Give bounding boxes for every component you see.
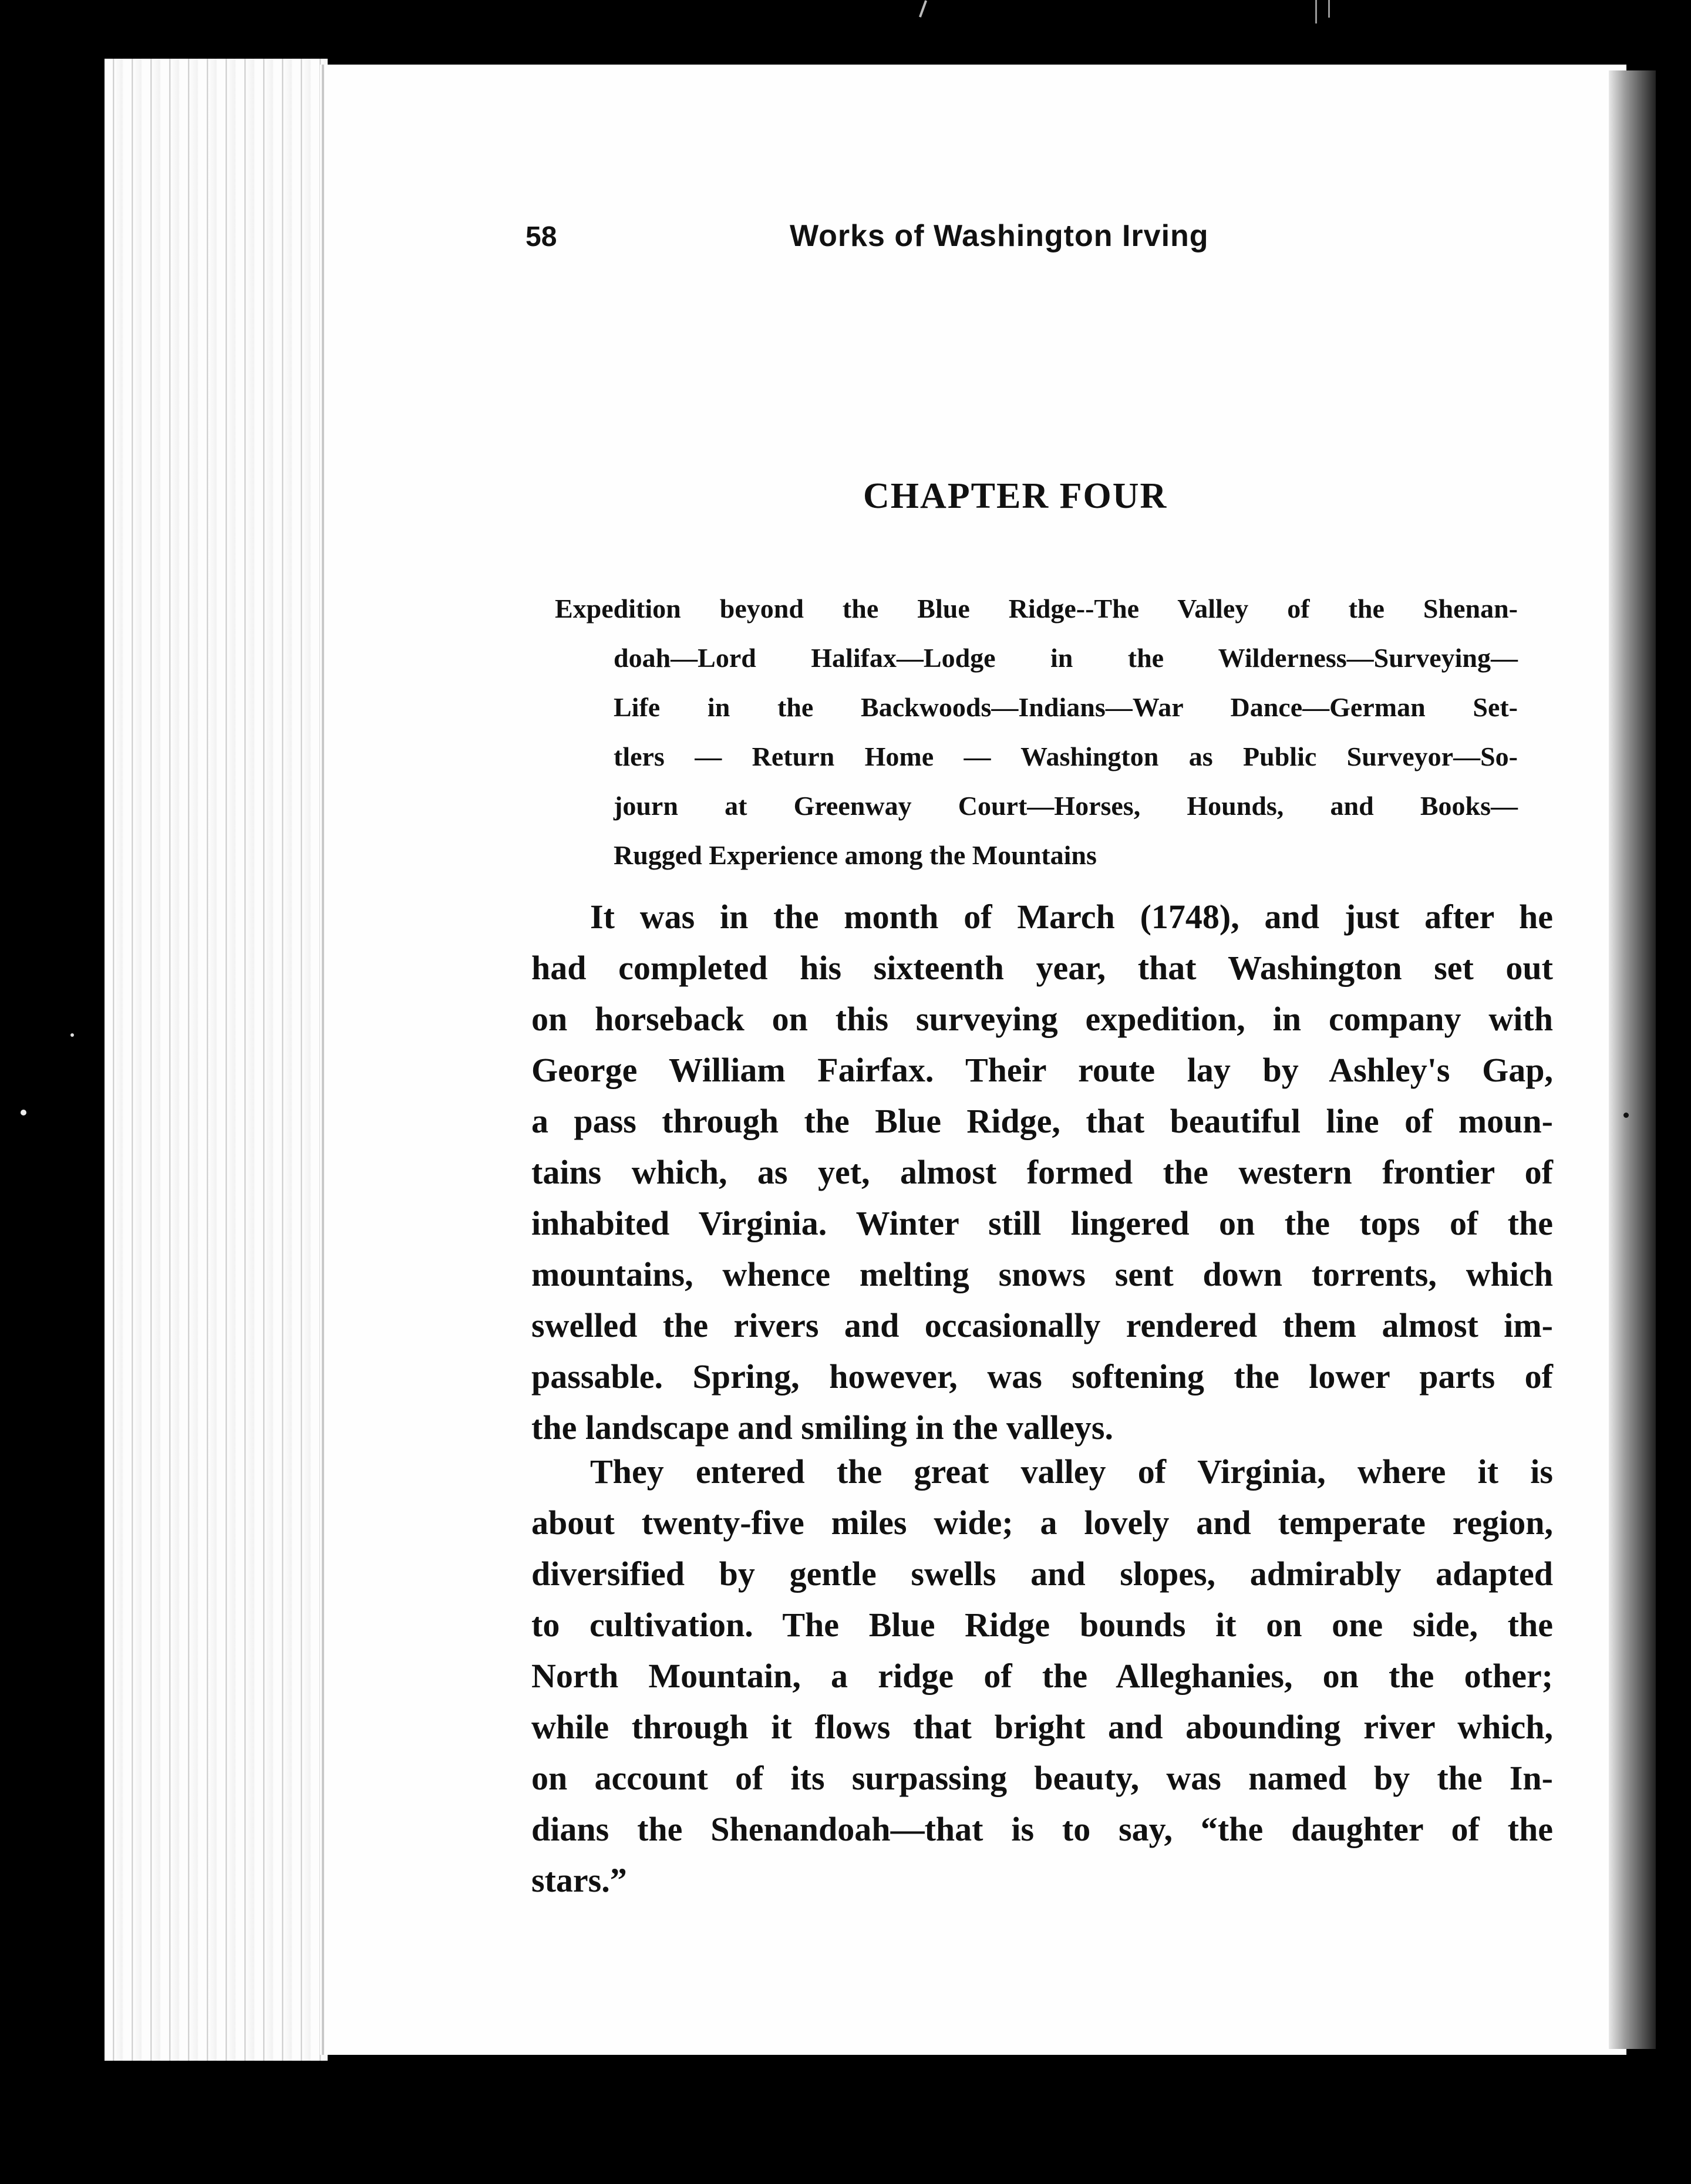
summary-line: Rugged Experience among the Mountains: [614, 840, 1097, 870]
running-title: Works of Washington Irving: [790, 219, 1209, 253]
summary-line: doah—Lord Halifax—Lodge in the Wilderness—Surveying—: [614, 643, 1518, 673]
scan-scratch: [919, 0, 927, 18]
text-line: It was in the month of March (1748), and just after he: [590, 898, 1553, 936]
text-line: tains which, as yet, almost formed the western frontier of: [531, 1153, 1553, 1191]
text-line: on account of its surpassing beauty, was named by the In-: [531, 1759, 1553, 1797]
text-line: diversified by gentle swells and slopes, admirably adapted: [531, 1555, 1553, 1593]
chapter-summary: [555, 584, 1518, 880]
scan-scratch: [1315, 0, 1317, 23]
text-line: dians the Shenandoah—that is to say, “the daughter of the: [531, 1810, 1553, 1848]
text-line: passable. Spring, however, was softening the lower parts of: [531, 1357, 1553, 1396]
text-line: on horseback on this surveying expedition, in company with: [531, 1000, 1553, 1038]
text-line: a pass through the Blue Ridge, that beautiful line of moun-: [531, 1102, 1553, 1140]
summary-line: Expedition beyond the Blue Ridge--The Valley of the Shenan-: [555, 594, 1518, 623]
gutter-line: [322, 65, 324, 2055]
text-line: George William Fairfax. Their route lay by Ashley's Gap,: [531, 1051, 1553, 1089]
ink-speck: [70, 1033, 74, 1037]
ink-speck: [21, 1110, 26, 1115]
summary-line: journ at Greenway Court—Horses, Hounds, and Books—: [614, 791, 1518, 821]
text-line: the landscape and smiling in the valleys.: [531, 1408, 1113, 1447]
text-line: North Mountain, a ridge of the Alleghanies, on the other;: [531, 1657, 1553, 1695]
text-line: mountains, whence melting snows sent down torrents, which: [531, 1255, 1553, 1293]
text-line: while through it flows that bright and abounding river which,: [531, 1708, 1553, 1746]
body-paragraph: [531, 1446, 1553, 1906]
ink-speck: [1623, 1113, 1629, 1118]
text-line: swelled the rivers and occasionally rendered them almost im-: [531, 1306, 1553, 1344]
text-line: about twenty-five miles wide; a lovely and temperate region,: [531, 1504, 1553, 1542]
page-number: 58: [526, 221, 557, 252]
text-line: stars.”: [531, 1861, 627, 1899]
text-line: had completed his sixteenth year, that Washington set out: [531, 949, 1553, 987]
chapter-title: CHAPTER FOUR: [863, 476, 1168, 516]
summary-line: Life in the Backwoods—Indians—War Dance—German Set-: [614, 692, 1518, 722]
text-line: They entered the great valley of Virginia, where it is: [590, 1452, 1553, 1491]
page-stack-edges: [105, 59, 328, 2061]
text-line: inhabited Virginia. Winter still lingered on the tops of the: [531, 1204, 1553, 1242]
binding-shadow: [1609, 70, 1656, 2049]
text-line: to cultivation. The Blue Ridge bounds it on one side, the: [531, 1606, 1553, 1644]
scan-scratch: [1328, 0, 1330, 18]
body-paragraph: [531, 891, 1553, 1453]
running-head: [526, 213, 1339, 259]
summary-line: tlers — Return Home — Washington as Public Surveyor—So-: [614, 742, 1518, 771]
